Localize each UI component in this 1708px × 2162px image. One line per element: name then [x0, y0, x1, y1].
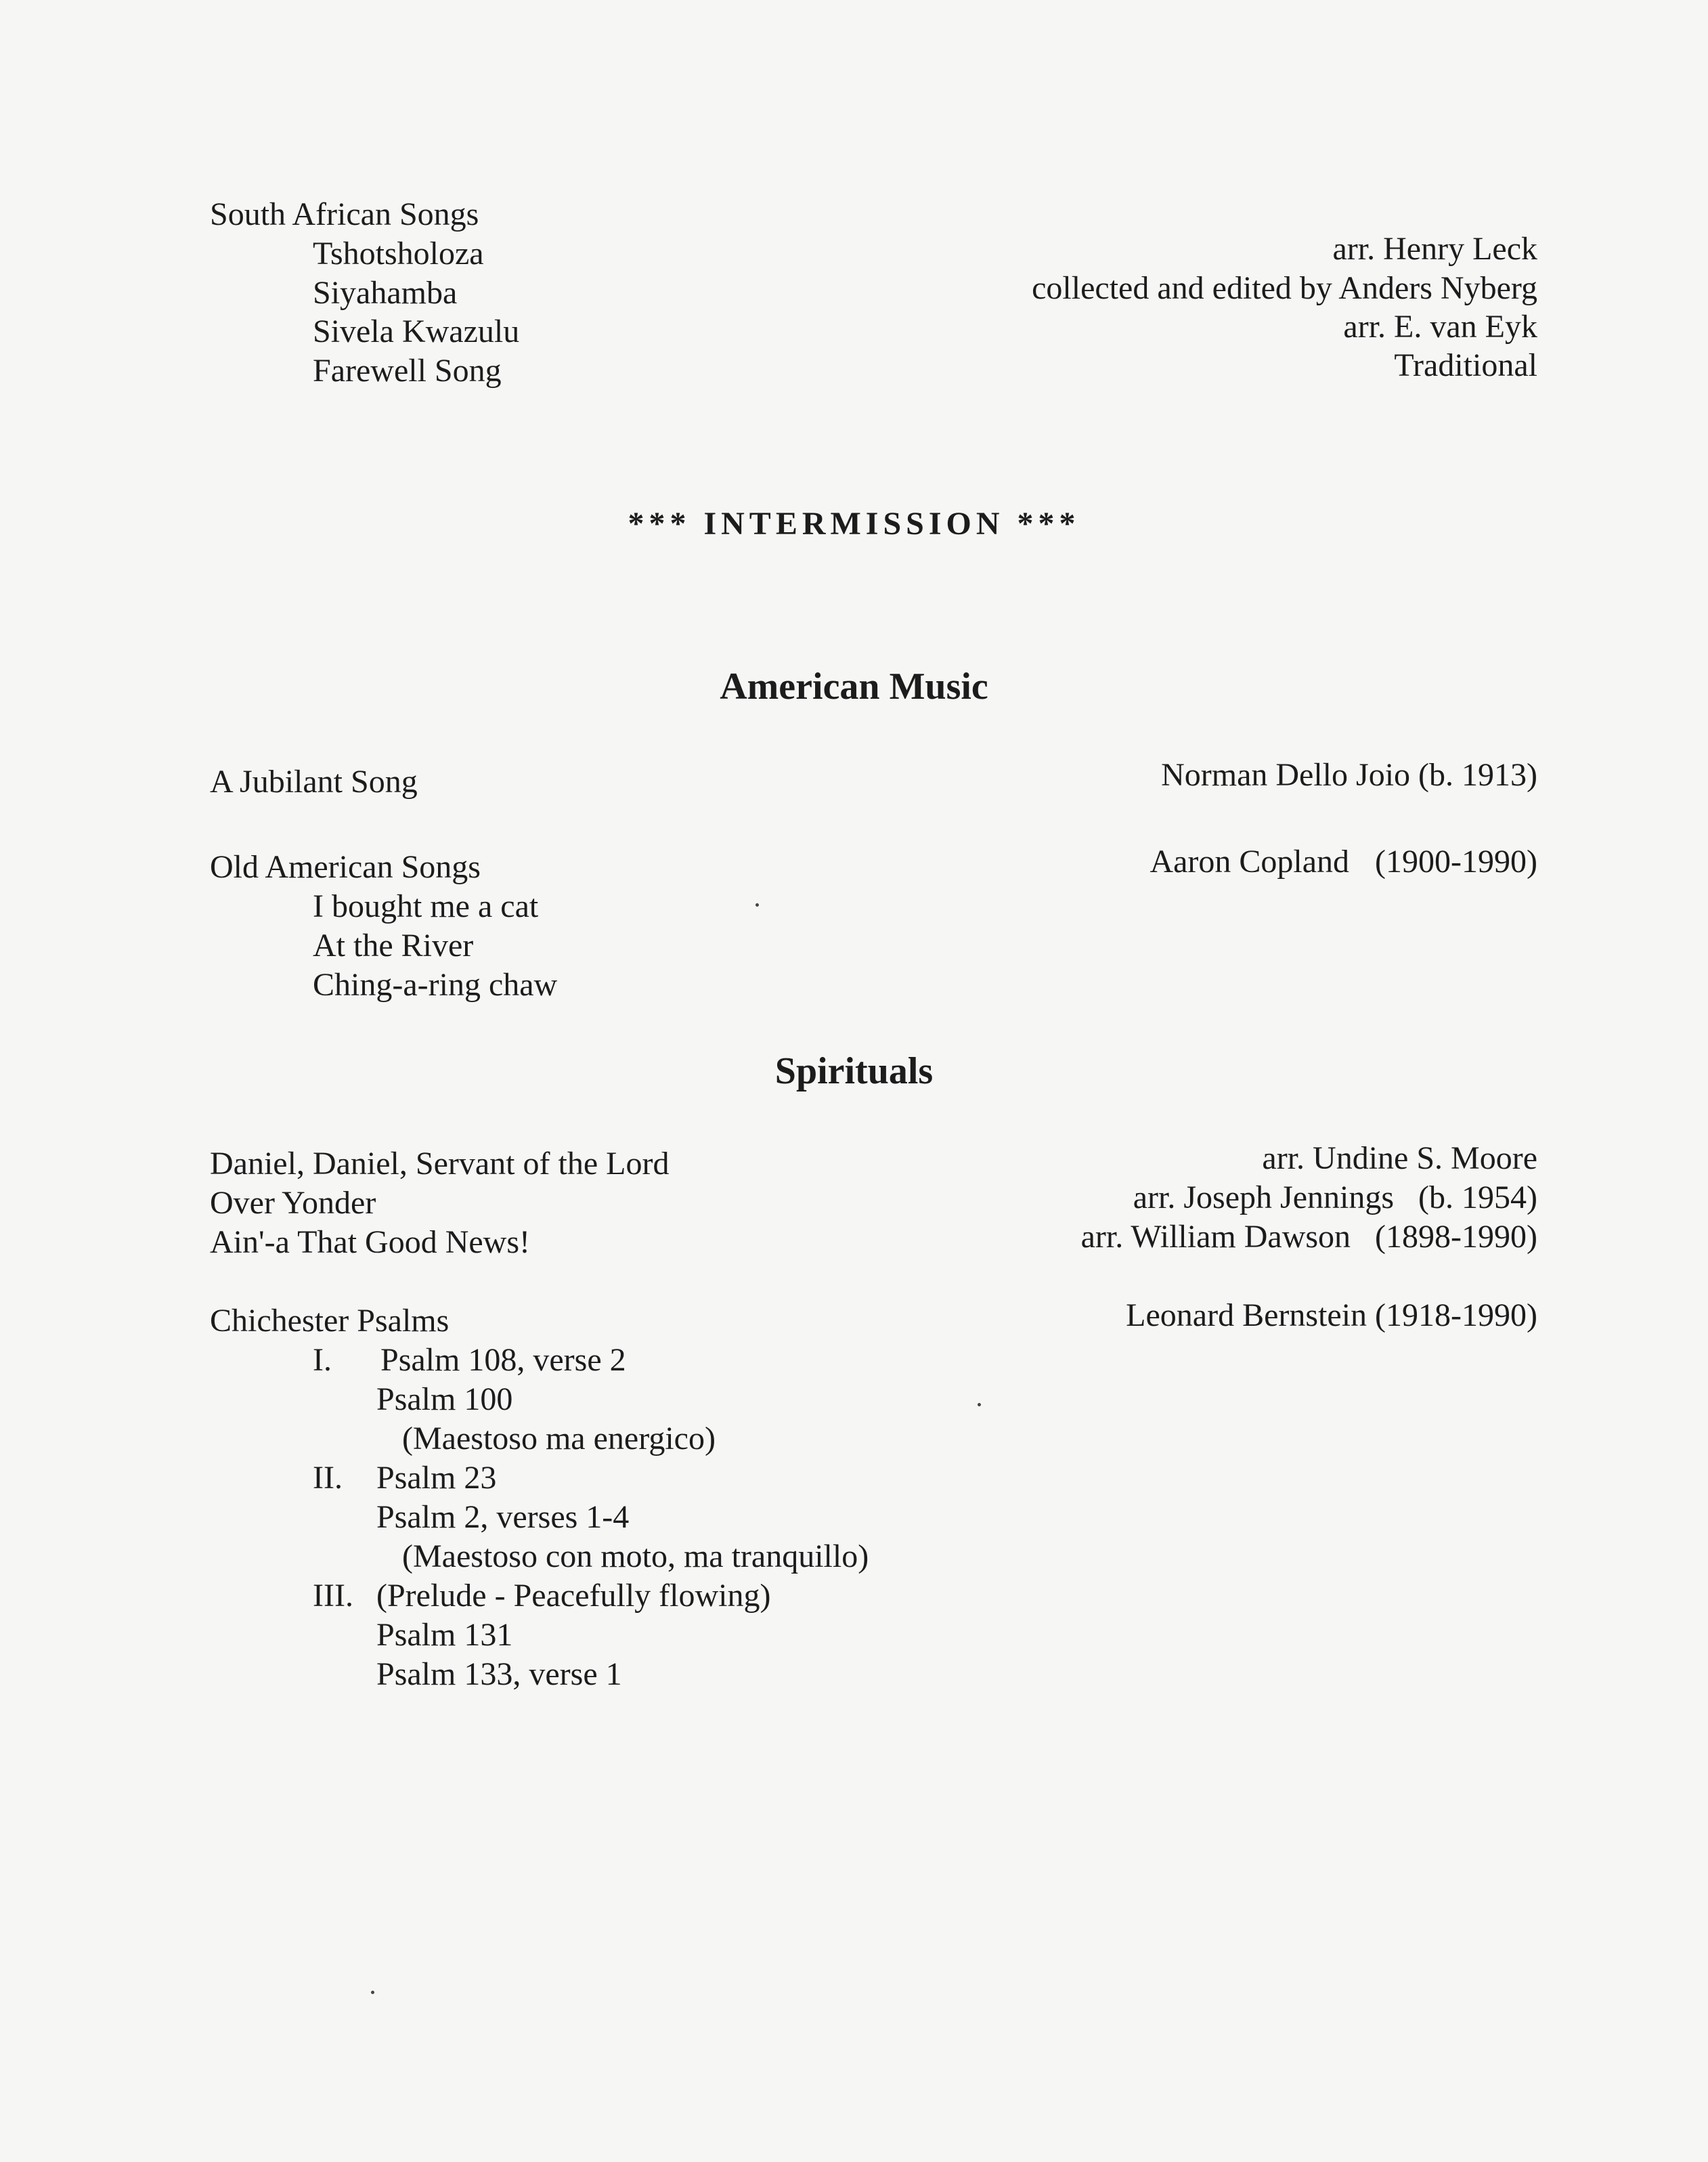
spirituals-heading: Spirituals	[774, 1050, 934, 1092]
arranger-name: arr. William Dawson	[1080, 1219, 1351, 1255]
old-american-songs-title: Old American Songs	[210, 849, 481, 885]
spiritual-arranger	[1133, 1178, 1537, 1217]
arranger-dates: (1898-1990)	[1375, 1219, 1537, 1255]
spiritual-arranger	[1081, 1217, 1537, 1257]
composer-dates: (1900-1990)	[1375, 844, 1537, 880]
song-title: Siyahamba	[313, 275, 458, 311]
credit: arr. Henry Leck	[1332, 231, 1537, 267]
arranger-name: arr. Undine S. Moore	[1262, 1140, 1537, 1176]
spiritual-arranger	[1262, 1139, 1537, 1178]
song-title: Farewell Song	[313, 353, 502, 389]
credit: arr. E. van Eyk	[1343, 309, 1537, 345]
psalm-line: Psalm 23	[376, 1460, 497, 1496]
movement-numeral: III.	[313, 1578, 353, 1614]
intermission-label: *** INTERMISSION ***	[628, 506, 1080, 542]
american-music-heading: American Music	[720, 666, 988, 708]
psalm-line: Psalm 100	[376, 1381, 513, 1417]
song-title: Tshotsholoza	[313, 236, 484, 272]
song-title: At the River	[313, 928, 474, 964]
credit: Traditional	[1394, 347, 1537, 383]
south-african-title: South African Songs	[210, 196, 479, 232]
chichester-psalms-title: Chichester Psalms	[210, 1303, 450, 1339]
song-title: Ching-a-ring chaw	[313, 967, 558, 1003]
old-american-songs-composer	[1149, 842, 1537, 882]
chichester-psalms-composer: Leonard Bernstein (1918-1990)	[1126, 1297, 1537, 1333]
spiritual-title: Over Yonder	[210, 1185, 376, 1221]
jubilant-song-composer: Norman Dello Joio (b. 1913)	[1161, 757, 1537, 793]
tempo-marking: (Maestoso ma energico)	[402, 1421, 716, 1456]
song-title: I bought me a cat	[313, 888, 539, 924]
spiritual-title: Ain'-a That Good News!	[210, 1224, 530, 1260]
arranger-dates: (b. 1954)	[1418, 1180, 1537, 1215]
psalm-line: Psalm 133, verse 1	[376, 1656, 622, 1692]
scan-speck	[756, 903, 759, 907]
psalm-line: Psalm 131	[376, 1617, 513, 1653]
composer-name: Aaron Copland	[1149, 844, 1350, 880]
arranger-name: arr. Joseph Jennings	[1133, 1180, 1395, 1215]
scan-speck	[371, 1991, 374, 1994]
psalm-line: Psalm 2, verses 1-4	[376, 1499, 630, 1535]
tempo-marking: (Maestoso con moto, ma tranquillo)	[402, 1538, 869, 1574]
credit: collected and edited by Anders Nyberg	[1032, 270, 1537, 306]
song-title: Sivela Kwazulu	[313, 314, 520, 349]
movement-numeral: II.	[313, 1460, 343, 1496]
spiritual-title: Daniel, Daniel, Servant of the Lord	[210, 1146, 670, 1182]
jubilant-song-title: A Jubilant Song	[210, 764, 418, 800]
movement-numeral: I.	[313, 1342, 332, 1378]
prelude-marking: (Prelude - Peacefully flowing)	[376, 1578, 771, 1614]
scan-speck	[978, 1403, 981, 1406]
psalm-line: Psalm 108, verse 2	[380, 1342, 626, 1378]
